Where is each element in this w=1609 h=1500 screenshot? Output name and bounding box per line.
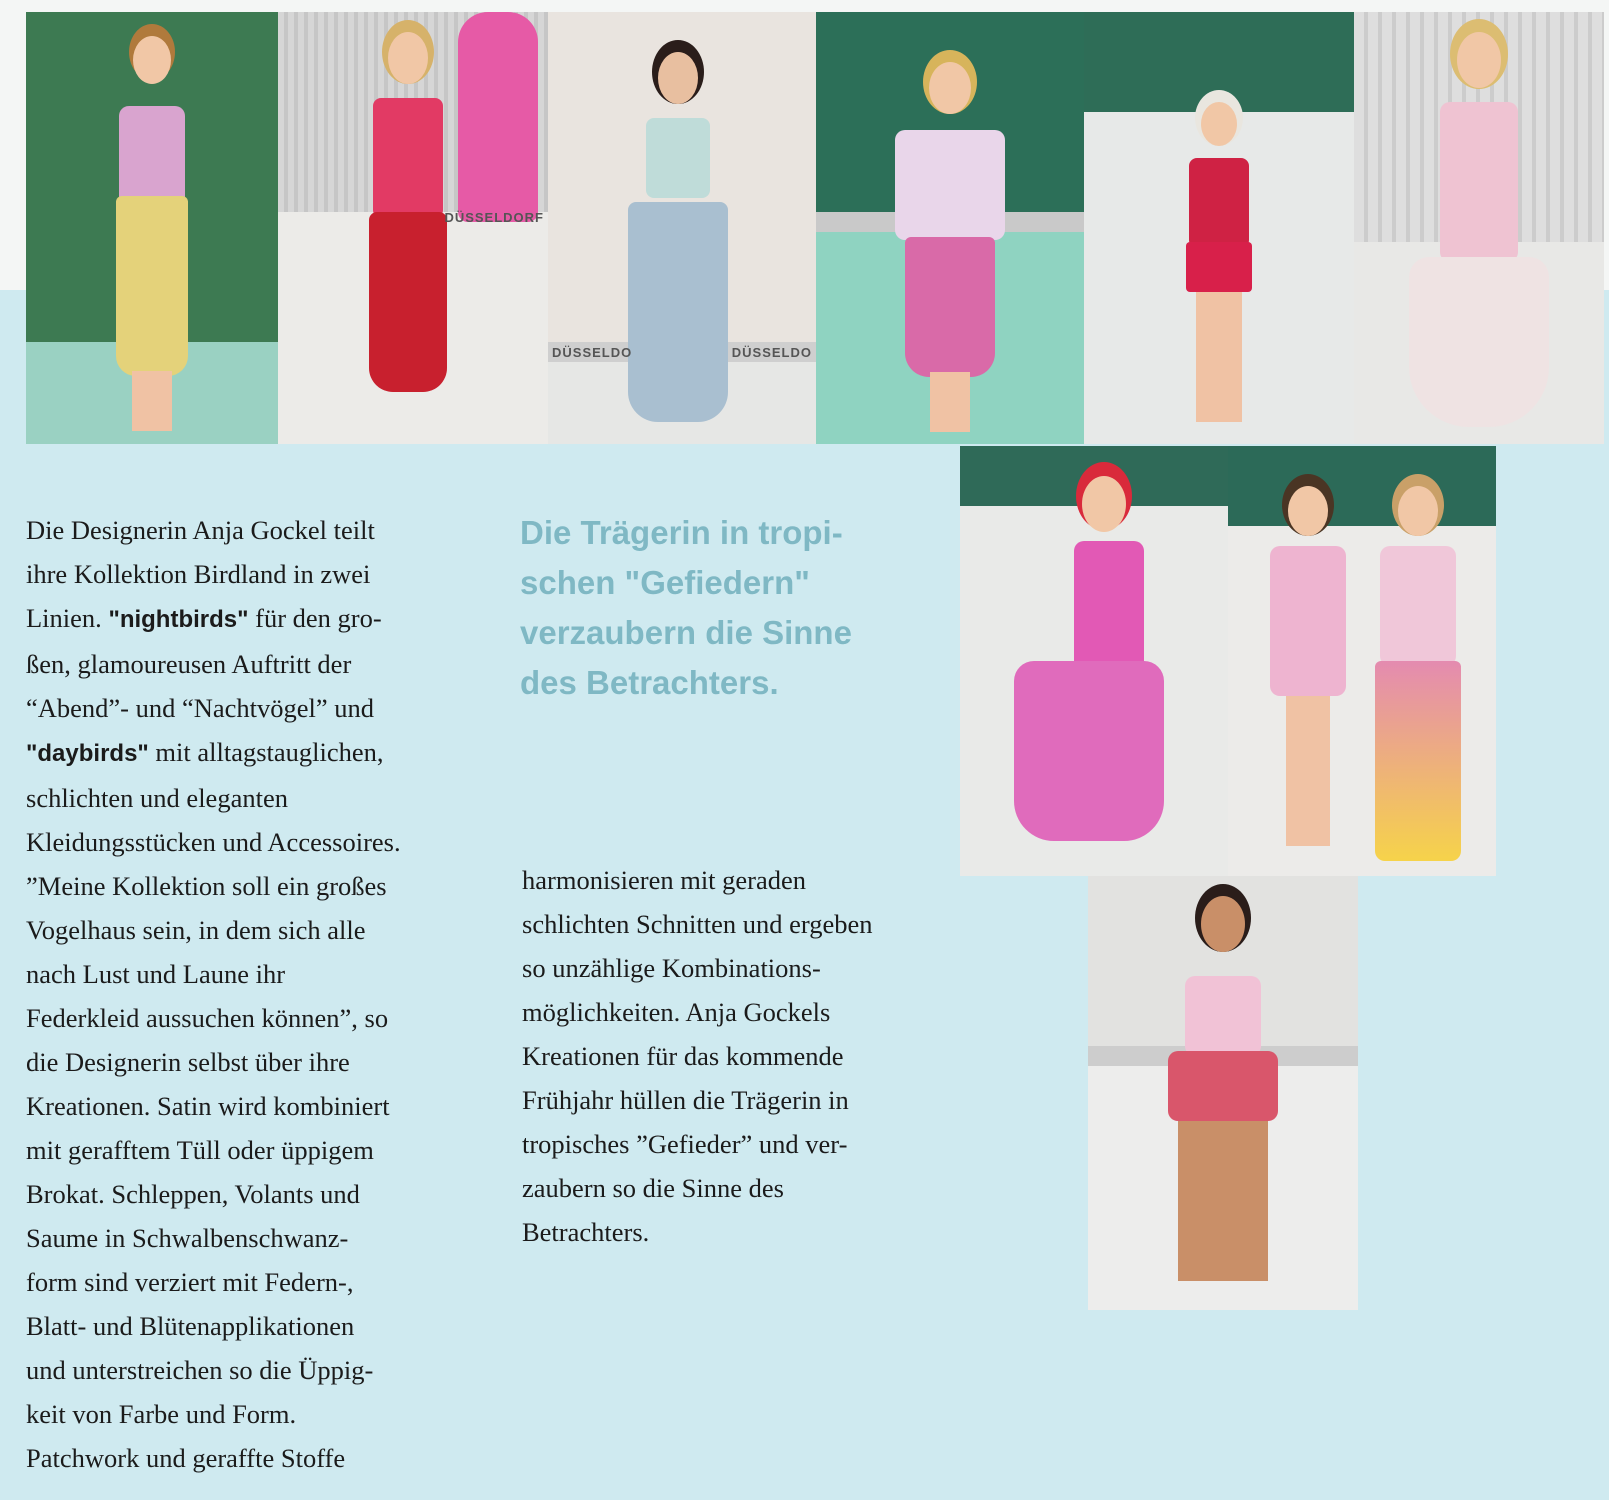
runway-photo-4: [816, 12, 1084, 444]
text-line: harmonisieren mit geraden: [522, 865, 807, 895]
text-line: Kleidungsstücken und Accessoires.: [26, 827, 401, 857]
text-line: tropisches ”Gefieder” und ver-: [522, 1129, 848, 1159]
text-line: Blatt- und Blütenapplikationen: [26, 1311, 355, 1341]
text-line: Frühjahr hüllen die Trägerin in: [522, 1085, 849, 1115]
text-line: ”Meine Kollektion soll ein großes: [26, 871, 387, 901]
model-figure: [1404, 32, 1554, 432]
model-figure: [107, 36, 197, 436]
text-line: Kreationen. Satin wird kombiniert: [26, 1091, 390, 1121]
text-line: möglichkeiten. Anja Gockels: [522, 997, 831, 1027]
text-line: mit gerafftem Tüll oder üppigem: [26, 1135, 374, 1165]
runway-photo-8: [1228, 446, 1496, 876]
text-line: form sind verziert mit Federn-,: [26, 1267, 354, 1297]
runway-photo-9: [1088, 876, 1358, 1310]
model-figure: [875, 42, 1025, 432]
text-line: keit von Farbe und Form.: [26, 1399, 297, 1429]
pull-quote-line: verzaubern die Sinne: [520, 614, 852, 651]
runway-photo-2: [278, 12, 548, 444]
model-figure: [623, 52, 733, 432]
runway-photo-3: [548, 12, 816, 444]
text-line: Saume in Schwalbenschwanz-: [26, 1223, 349, 1253]
text-line: Die Designerin Anja Gockel teilt: [26, 515, 375, 545]
runway-photo-7: [960, 446, 1228, 876]
article-column-1: [26, 508, 496, 1480]
text-line: ßen, glamoureusen Auftritt der: [26, 649, 352, 679]
pull-quote-line: schen "Gefiedern": [520, 564, 810, 601]
highlight-nightbirds: "nightbirds": [108, 606, 249, 633]
text-line: die Designerin selbst über ihre: [26, 1047, 350, 1077]
text-line: ihre Kollektion Birdland in zwei: [26, 559, 371, 589]
photo-watermark: DÜSSELDORF: [444, 210, 544, 225]
photo-watermark: DÜSSELDO: [731, 345, 812, 360]
highlight-daybirds: "daybirds": [26, 740, 149, 767]
text-line: “Abend”- und “Nachtvögel” und: [26, 693, 375, 723]
text-line: schlichten Schnitten und ergeben: [522, 909, 873, 939]
text-line: Vogelhaus sein, in dem sich alle: [26, 915, 366, 945]
model-figure: [1009, 476, 1179, 866]
article-column-2: [522, 858, 992, 1254]
runway-photo-6: [1354, 12, 1604, 444]
photo-watermark: DÜSSELDO: [552, 345, 633, 360]
text-line: Patchwork und geraffte Stoffe: [26, 1443, 346, 1473]
text-line: Brokat. Schleppen, Volants und: [26, 1179, 360, 1209]
text-line: so unzählige Kombinations-: [522, 953, 821, 983]
text-line: Kreationen für das kommende: [522, 1041, 844, 1071]
text-line: Linien. "nightbirds" für den gro-: [26, 603, 382, 633]
pull-quote-line: Die Trägerin in tropi-: [520, 514, 843, 551]
text-line: Federkleid aussuchen können”, so: [26, 1003, 389, 1033]
runway-photo-5: [1084, 12, 1354, 444]
pull-quote-line: des Betrachters.: [520, 664, 779, 701]
text-line: Betrachters.: [522, 1217, 650, 1247]
text-line: und unterstreichen so die Üppig-: [26, 1355, 374, 1385]
text-line: schlichten und eleganten: [26, 783, 288, 813]
model-figure: [1148, 896, 1298, 1296]
model-figure: [360, 32, 456, 432]
text-line: "daybirds" mit alltagstauglichen,: [26, 737, 384, 767]
runway-photo-1: [26, 12, 278, 444]
model-figure: [1179, 102, 1259, 432]
model-figure: [1258, 486, 1358, 856]
text-line: nach Lust und Laune ihr: [26, 959, 286, 989]
pull-quote: [520, 508, 960, 708]
text-line: zaubern so die Sinne des: [522, 1173, 784, 1203]
model-figure: [1368, 486, 1468, 866]
